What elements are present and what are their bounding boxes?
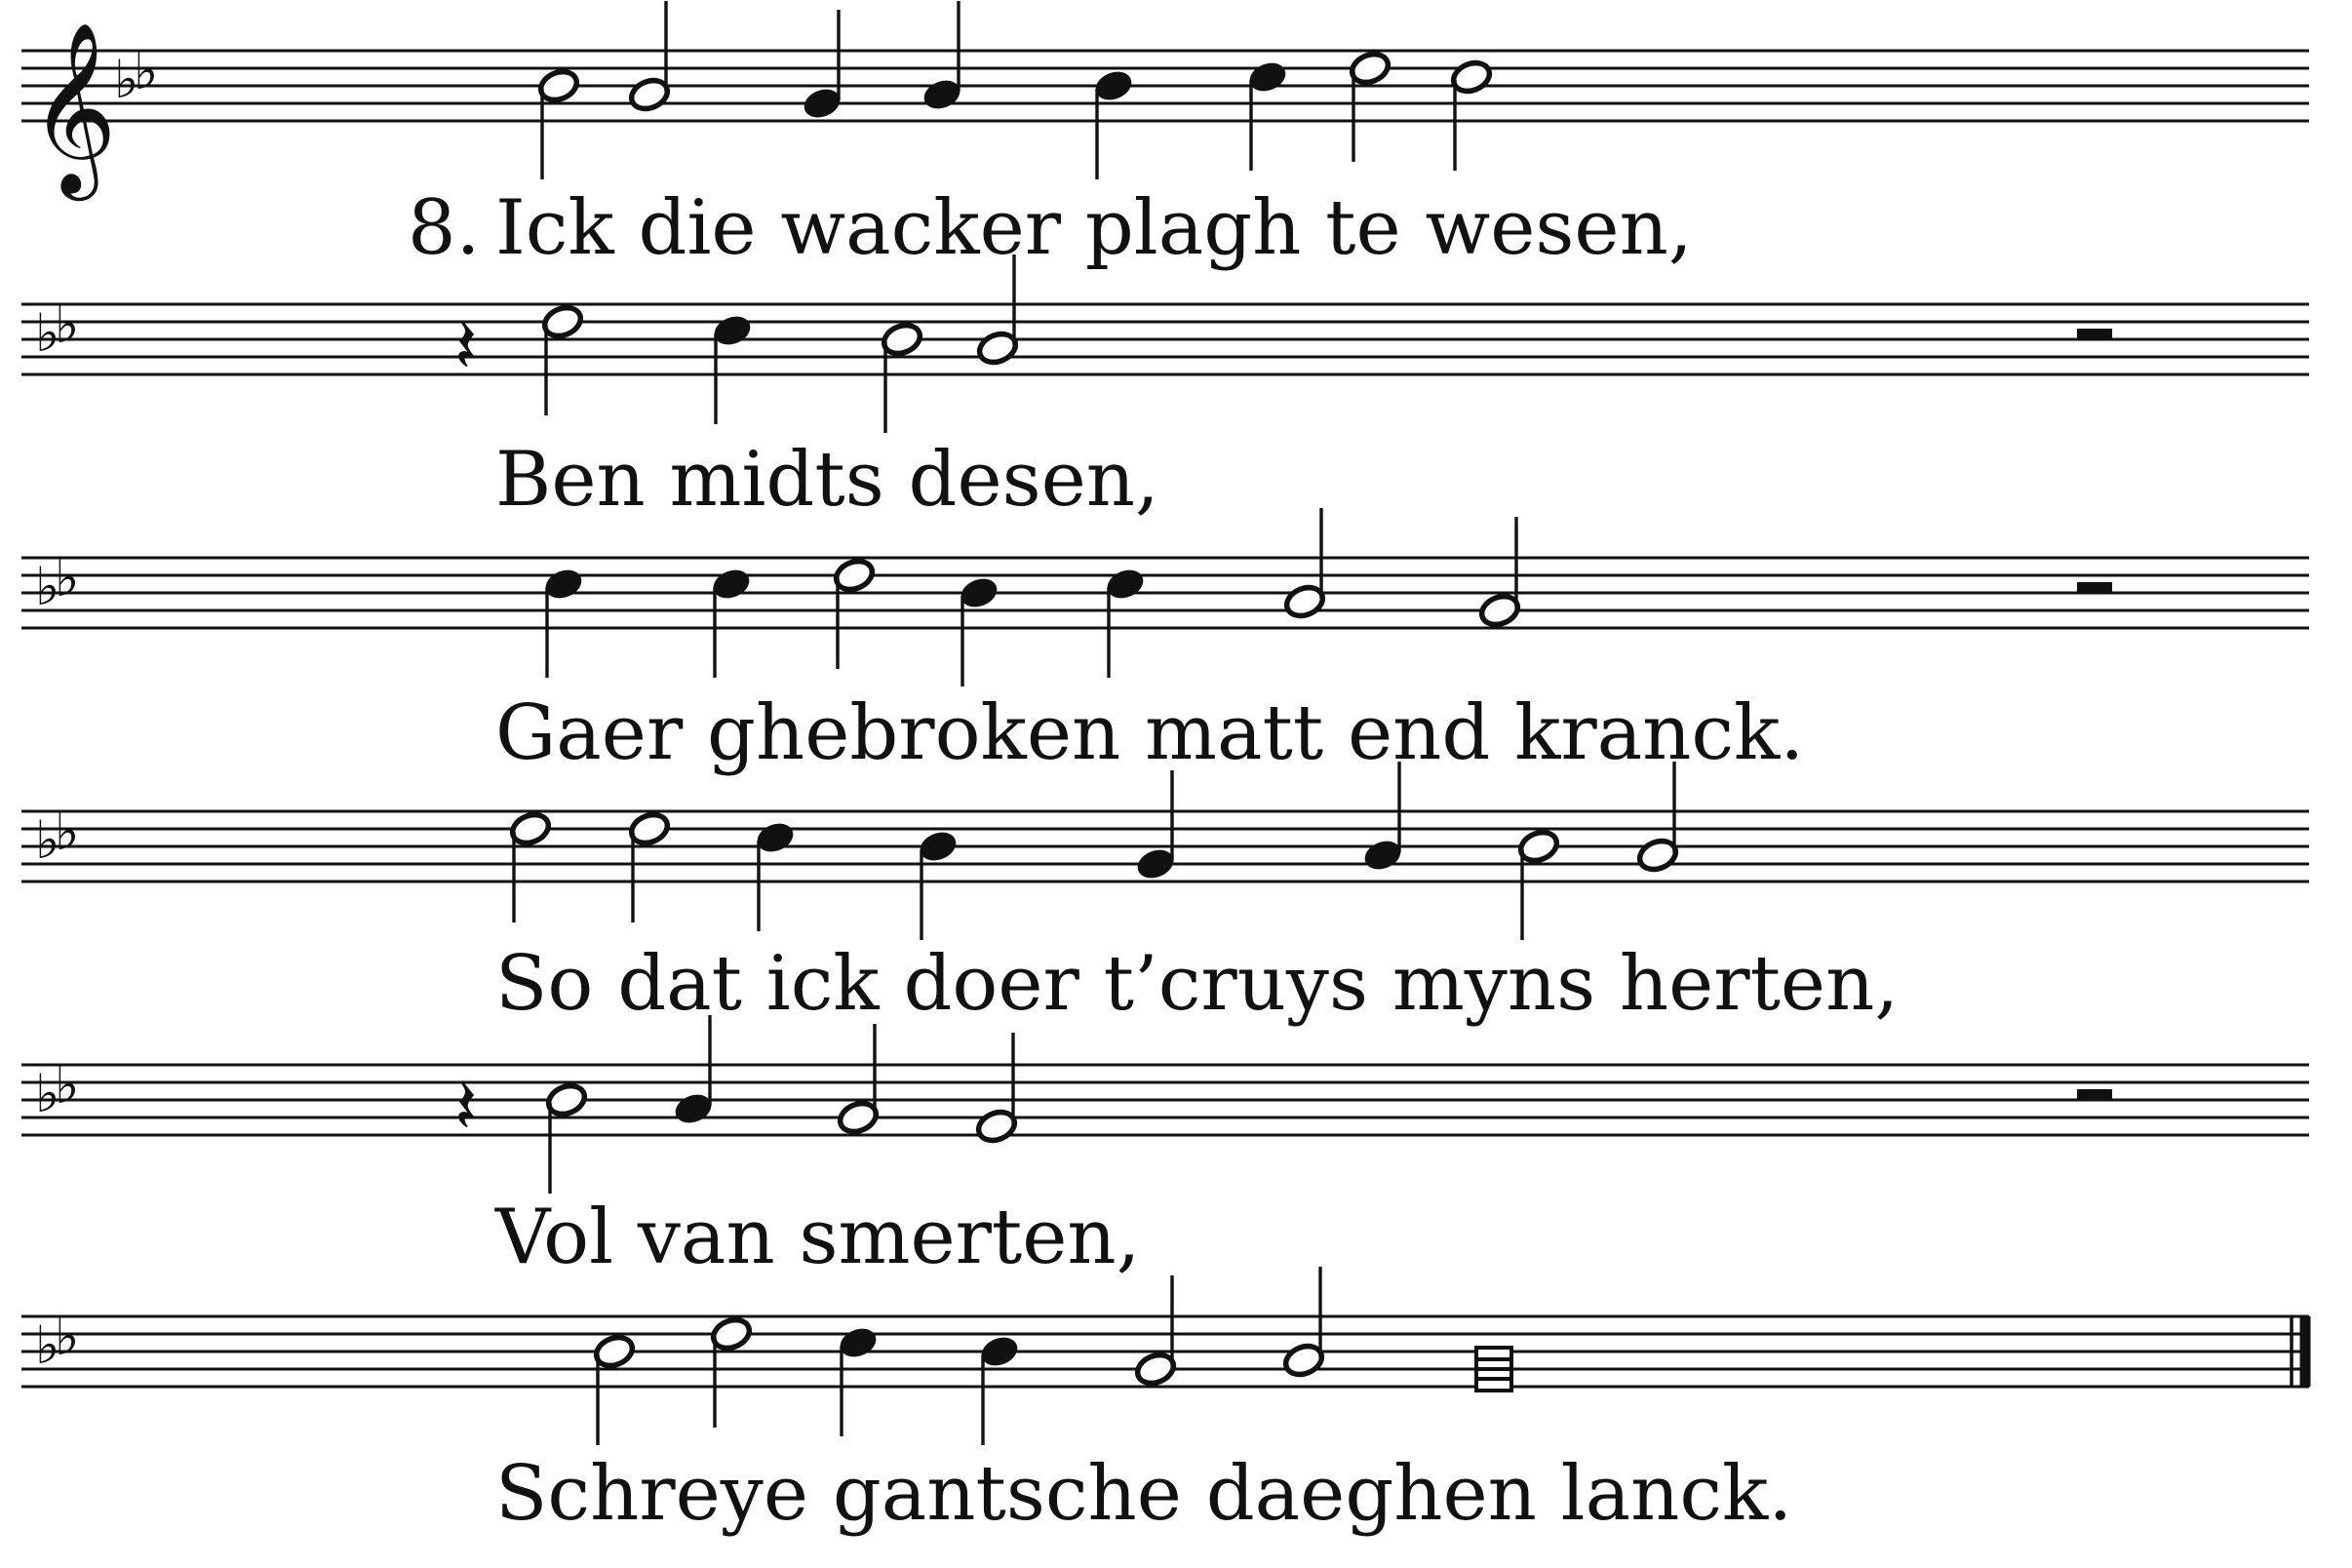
- treble-clef-icon: 𝄞: [29, 20, 117, 193]
- music-system: [21, 1015, 2309, 1281]
- music-system: [21, 255, 2309, 524]
- half-rest: [2077, 329, 2112, 339]
- key-signature-flat-icon: ♭: [55, 801, 80, 862]
- quarter-rest: 𝄽: [454, 301, 478, 389]
- key-signature-flat-icon: ♭: [35, 302, 60, 364]
- key-signature-flat-icon: ♭: [114, 49, 139, 110]
- key-signature-flat-icon: ♭: [35, 1314, 60, 1376]
- music-system: [21, 762, 2309, 1028]
- lyric-line: So dat ick doer t’cruys myns herten,: [495, 940, 1900, 1028]
- quarter-rest: 𝄽: [454, 1062, 478, 1150]
- music-system: [21, 508, 2309, 777]
- music-system: [21, 1267, 2309, 1538]
- key-signature-flat-icon: ♭: [55, 294, 80, 355]
- key-signature-flat-icon: ♭: [35, 556, 60, 617]
- key-signature-flat-icon: ♭: [55, 1306, 80, 1367]
- key-signature-flat-icon: ♭: [55, 1054, 80, 1116]
- key-signature-flat-icon: ♭: [35, 809, 60, 871]
- half-rest: [2077, 1089, 2112, 1100]
- lyric-line: Ick die wacker plagh te wesen,: [495, 184, 1693, 272]
- verse-number: 8.: [408, 184, 481, 272]
- lyric-line: Vol van smerten,: [495, 1194, 1141, 1281]
- music-system: [21, 1, 2309, 272]
- lyric-line: Gaer ghebroken matt end kranck.: [495, 689, 1805, 777]
- key-signature-flat-icon: ♭: [134, 40, 159, 101]
- key-signature-flat-icon: ♭: [35, 1063, 60, 1124]
- lyric-line: Schreye gantsche daeghen lanck.: [495, 1450, 1793, 1538]
- half-rest: [2077, 582, 2112, 593]
- key-signature-flat-icon: ♭: [55, 547, 80, 608]
- lyric-line: Ben midts desen,: [495, 436, 1159, 524]
